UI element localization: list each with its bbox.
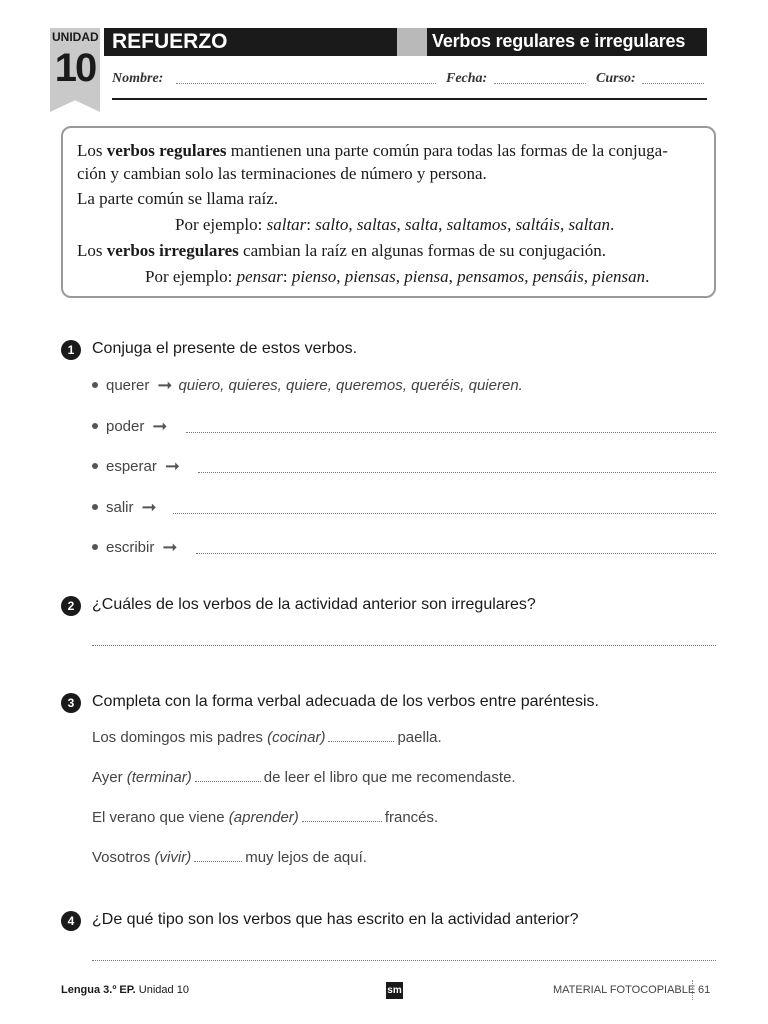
question-3-number: 3 <box>61 693 81 713</box>
question-4-text: ¿De qué tipo son los verbos que has escrito en la actividad anterior? <box>92 911 579 928</box>
list-item: salir ➞ <box>92 496 163 518</box>
answer-example: quiero, quieres, quiere, queremos, queréis, quieren. <box>178 376 523 394</box>
date-label: Fecha: <box>446 71 488 86</box>
list-item: querer ➞ quiero, quieres, quiere, queremos, queréis, quieren. <box>92 374 523 396</box>
blank-field[interactable] <box>328 729 394 742</box>
question-4-number: 4 <box>61 911 81 931</box>
bullet-icon <box>92 544 98 550</box>
bullet-icon <box>92 423 98 429</box>
bullet-icon <box>92 382 98 388</box>
header-divider <box>397 28 427 56</box>
arrow-right-icon: ➞ <box>141 496 157 517</box>
unit-number: 10 <box>54 46 96 90</box>
date-field[interactable] <box>494 83 586 84</box>
blank-field[interactable] <box>302 809 382 822</box>
footer-material: MATERIAL FOTOCOPIABLE <box>553 984 696 996</box>
blank-field[interactable] <box>195 769 261 782</box>
rule-line-5: Los verbos irregulares cambian la raíz en algunas formas de su conjugación. <box>77 241 607 260</box>
course-label: Curso: <box>596 71 636 86</box>
list-item: esperar ➞ <box>92 455 186 477</box>
arrow-right-icon: ➞ <box>164 455 180 476</box>
rule-line-3: La parte común se llama raíz. <box>77 189 279 208</box>
rule-box <box>61 126 716 298</box>
publisher-logo: sm <box>386 982 403 999</box>
arrow-right-icon: ➞ <box>157 374 173 395</box>
answer-line-poder[interactable] <box>186 432 716 433</box>
answer-line-q2[interactable] <box>92 645 716 646</box>
name-label: Nombre: <box>112 71 164 86</box>
sentence-4: Vosotros (vivir) muy lejos de aquí. <box>92 849 367 866</box>
blank-field[interactable] <box>194 849 242 862</box>
answer-line-esperar[interactable] <box>198 472 716 473</box>
question-2-number: 2 <box>61 596 81 616</box>
section-title: REFUERZO <box>112 30 228 53</box>
course-field[interactable] <box>642 83 704 84</box>
rule-line-2: ción y cambian solo las terminaciones de número y persona. <box>77 164 487 183</box>
question-1-number: 1 <box>61 340 81 360</box>
topic-title: Verbos regulares e irregulares <box>432 31 686 51</box>
sentence-2: Ayer (terminar) de leer el libro que me recomendaste. <box>92 769 516 786</box>
sentence-1: Los domingos mis padres (cocinar) paella. <box>92 729 442 746</box>
arrow-right-icon: ➞ <box>162 536 178 557</box>
example-regular: Por ejemplo: saltar: salto, saltas, salta, saltamos, saltáis, saltan. <box>175 215 615 234</box>
unit-label: UNIDAD <box>52 30 99 44</box>
question-1-text: Conjuga el presente de estos verbos. <box>92 340 358 357</box>
footer-subject: Lengua 3.º EP. Unidad 10 <box>61 984 189 996</box>
rule-line-1: Los verbos regulares mantienen una parte común para todas las formas de la conjuga- <box>77 141 668 160</box>
arrow-right-icon: ➞ <box>152 415 168 436</box>
sentence-3: El verano que viene (aprender) francés. <box>92 809 439 826</box>
answer-line-q4[interactable] <box>92 960 716 961</box>
list-item: escribir ➞ <box>92 536 183 558</box>
answer-line-escribir[interactable] <box>196 553 716 554</box>
list-item: poder ➞ <box>92 415 173 437</box>
example-irregular: Por ejemplo: pensar: pienso, piensas, piensa, pensamos, pensáis, piensan. <box>145 267 650 286</box>
question-2-text: ¿Cuáles de los verbos de la actividad anterior son irregulares? <box>92 596 536 613</box>
page-number: 61 <box>698 984 711 996</box>
bullet-icon <box>92 463 98 469</box>
bullet-icon <box>92 504 98 510</box>
answer-line-salir[interactable] <box>173 513 716 514</box>
name-field[interactable] <box>176 83 436 84</box>
student-info-line <box>112 68 707 100</box>
question-3-text: Completa con la forma verbal adecuada de los verbos entre paréntesis. <box>92 693 599 710</box>
footer-divider <box>692 980 693 1000</box>
